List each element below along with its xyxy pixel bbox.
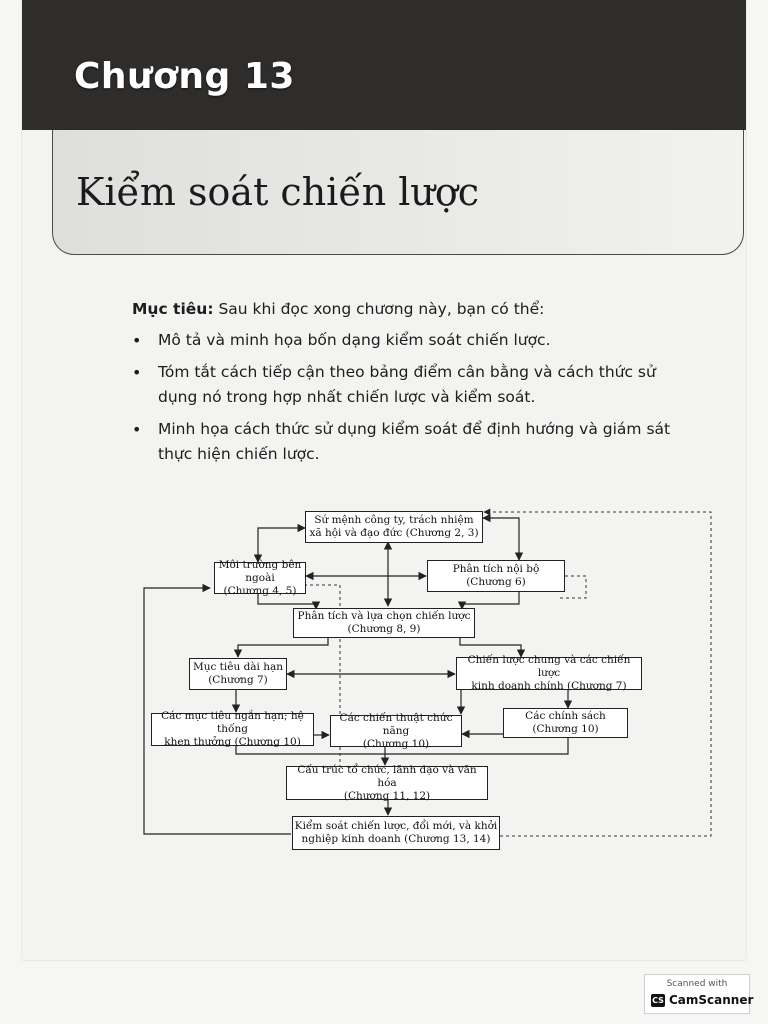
box-grand-line2: kinh doanh chính (Chương 7): [471, 680, 627, 692]
box-internal-line2: (Chương 6): [466, 576, 526, 588]
box-internal-line1: Phân tích nội bộ: [452, 563, 540, 575]
objectives-section: [132, 300, 692, 474]
objectives-list: [132, 328, 692, 467]
objectives-label: Mục tiêu:: [132, 300, 214, 318]
box-shortterm-line2: khen thưởng (Chương 10): [164, 736, 301, 748]
box-short-term-objectives: [151, 710, 314, 748]
box-longterm-line1: Mục tiêu dài hạn: [192, 661, 284, 673]
box-external-environment: [214, 558, 306, 597]
box-functional-line2: (Chương 10): [362, 737, 430, 750]
box-control-line1: Kiểm soát chiến lược, đổi mới, và khởi: [294, 820, 498, 832]
box-mission-line1: Sứ mệnh công ty, trách nhiệm: [314, 514, 474, 526]
camscanner-watermark: [644, 974, 754, 1014]
box-strategic-control: [292, 816, 500, 850]
watermark-top-text: Scanned with: [666, 979, 728, 989]
objective-item: • Minh họa cách thức sử dụng kiểm soát để định hướng và giám sát thực hiện chiến lược.: [132, 417, 692, 467]
box-grand-strategies: [456, 654, 642, 692]
box-longterm-line2: (Chương 7): [208, 674, 268, 686]
box-control-line2: nghiệp kinh doanh (Chương 13, 14): [301, 833, 491, 845]
watermark-brand: CamScanner: [669, 993, 754, 1007]
camscanner-logo-icon: CS: [652, 996, 664, 1005]
objective-item: • Mô tả và minh họa bốn dạng kiểm soát chiến lược.: [132, 328, 692, 353]
box-strategy-analysis: [293, 608, 475, 638]
objective-item: • Tóm tắt cách tiếp cận theo bảng điểm cân bằng và cách thức sử dụng nó trong hợp nhất chiến lược và kiểm soát.: [132, 360, 692, 410]
box-policies-line1: Các chính sách: [525, 710, 606, 722]
box-mission: [305, 511, 483, 543]
box-structure-line2: (Chương 11, 12): [343, 789, 431, 802]
box-grand-line1: Chiến lược chung và các chiến lược: [467, 654, 631, 679]
box-mission-line2: xã hội và đạo đức (Chương 2, 3): [309, 527, 479, 539]
box-policies-line2: (Chương 10): [532, 723, 599, 735]
box-internal-analysis: [427, 560, 565, 592]
box-analysis-line2: (Chương 8, 9): [347, 623, 421, 635]
objectives-intro: [132, 300, 692, 318]
box-functional-line1: Các chiến thuật chức năng: [339, 711, 453, 737]
chapter-number: Chương 13: [74, 56, 295, 97]
box-structure-leadership-culture: [286, 763, 488, 802]
chapter-title: Kiểm soát chiến lược: [76, 170, 480, 214]
objectives-intro-text: Sau khi đọc xong chương này, bạn có thể:: [213, 300, 545, 318]
box-policies: [503, 708, 628, 738]
box-structure-line1: Cấu trúc tổ chức, lãnh đạo và văn hóa: [297, 763, 477, 789]
box-analysis-line1: Phân tích và lựa chọn chiến lược: [297, 610, 471, 622]
box-long-term-objectives: [189, 658, 287, 690]
box-external-line1: Môi trường bên ngoài: [218, 558, 302, 584]
box-shortterm-line1: Các mục tiêu ngắn hạn; hệ thống: [161, 710, 304, 735]
box-functional-tactics: [330, 711, 462, 750]
box-external-line2: (Chương 4, 5): [223, 584, 297, 597]
